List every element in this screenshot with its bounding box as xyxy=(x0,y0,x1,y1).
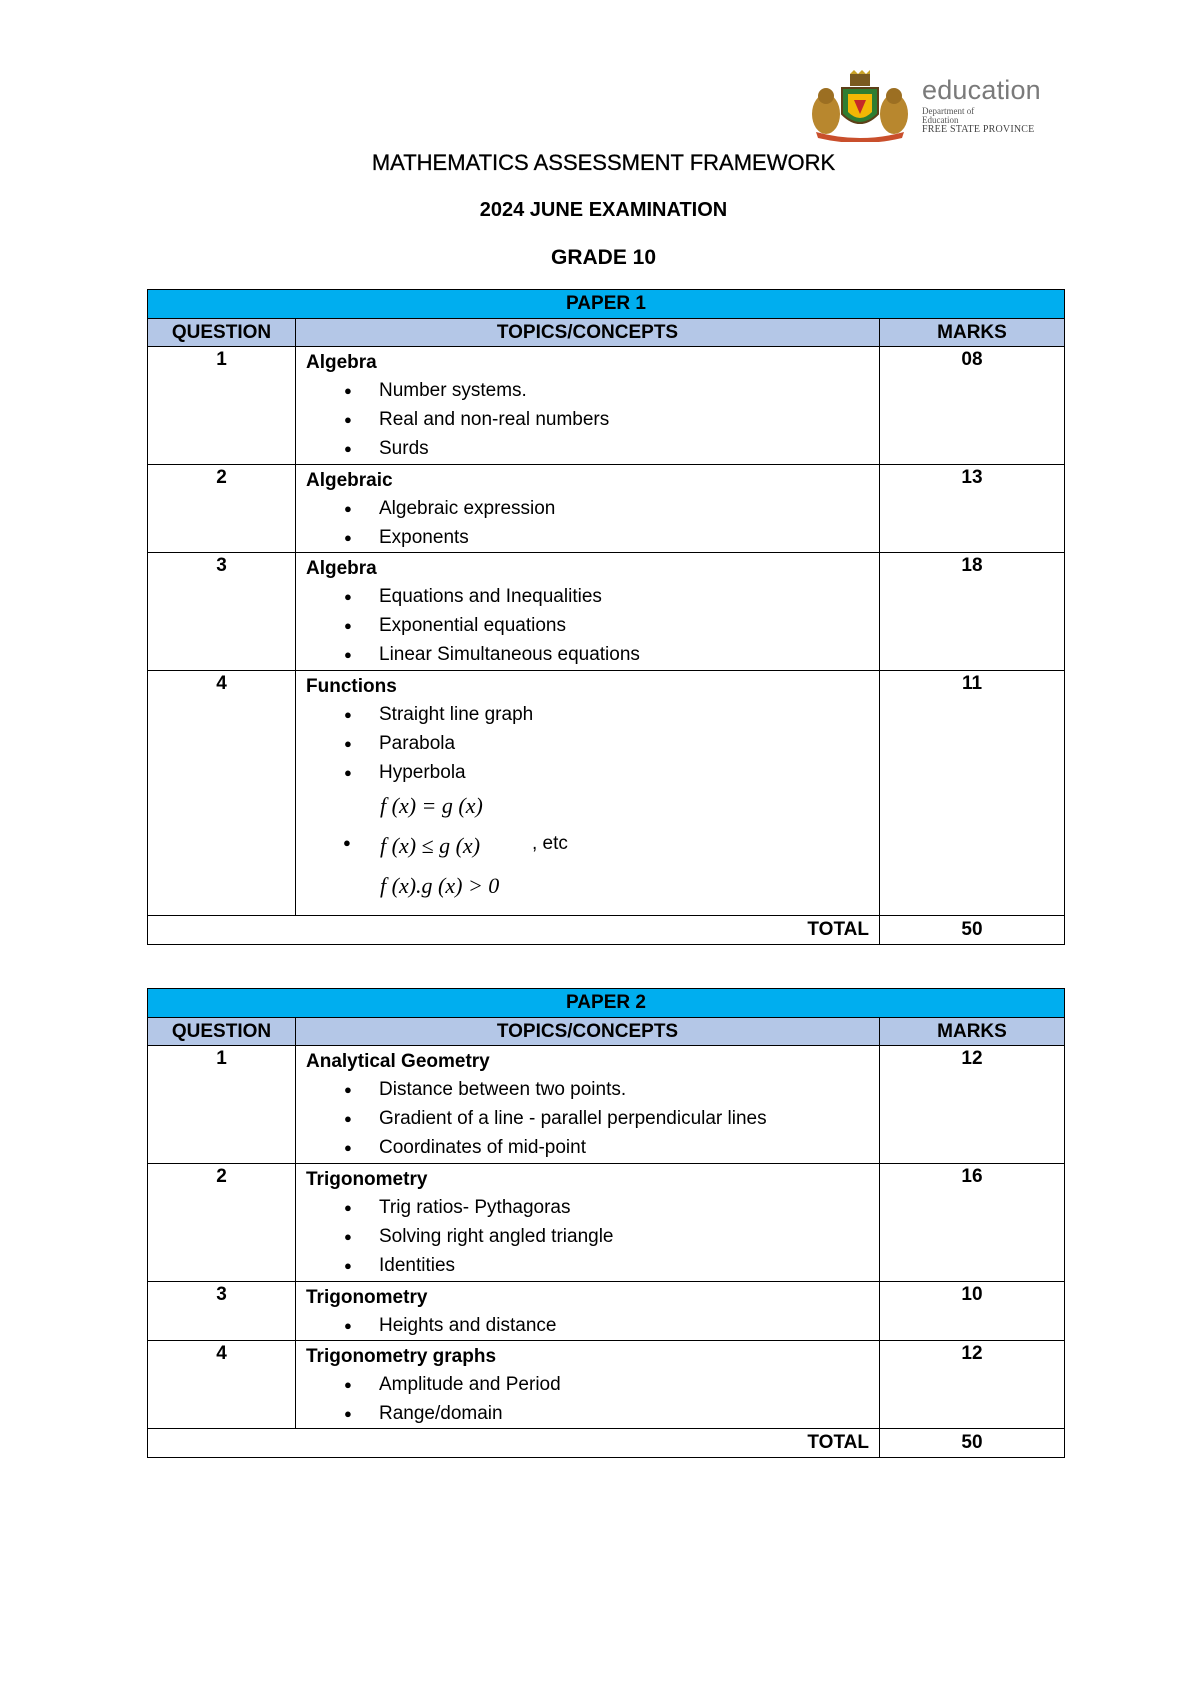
list-item: ● Distance between two points. xyxy=(306,1075,879,1104)
exam-title: 2024 JUNE EXAMINATION xyxy=(479,199,728,221)
list-item: ● Identities xyxy=(306,1251,879,1280)
formula: f (x) ≤ g (x) xyxy=(380,833,481,858)
list-item: ● Amplitude and Period xyxy=(306,1370,879,1399)
list-item: ● Linear Simultaneous equations xyxy=(306,640,879,669)
topic-title: Functions xyxy=(306,676,397,697)
paper2-heading: PAPER 2 xyxy=(148,989,1065,1018)
marks-value: 13 xyxy=(880,465,1065,553)
question-number: 2 xyxy=(148,465,296,553)
topic-title: Algebra xyxy=(306,352,377,373)
logo-subtitle-2: Education xyxy=(922,115,959,125)
question-number: 1 xyxy=(148,347,296,465)
paper1-heading: PAPER 1 xyxy=(148,290,1065,319)
col-topics-header: TOPICS/CONCEPTS xyxy=(296,1018,880,1046)
list-item: ● Real and non-real numbers xyxy=(306,405,879,434)
total-row xyxy=(148,916,1065,945)
col-question-header: QUESTION xyxy=(148,319,296,347)
marks-value: 18 xyxy=(880,553,1065,671)
formula: f (x).g (x) > 0 xyxy=(380,873,500,898)
table-row xyxy=(148,1282,1065,1341)
table-row xyxy=(148,347,1065,465)
list-item: ● Heights and distance xyxy=(306,1311,879,1340)
question-number: 4 xyxy=(148,1341,296,1429)
list-item: ● Parabola xyxy=(306,729,879,758)
total-row xyxy=(148,1429,1065,1458)
list-item: ● Trig ratios- Pythagoras xyxy=(306,1193,879,1222)
table-row xyxy=(148,1164,1065,1282)
topic-title: Algebra xyxy=(306,558,377,579)
col-question-header: QUESTION xyxy=(148,1018,296,1046)
table-row xyxy=(148,671,1065,916)
topic-title: Algebraic xyxy=(306,470,393,491)
list-item: ● Exponential equations xyxy=(306,611,879,640)
formula-suffix: , etc xyxy=(532,833,568,854)
list-item: ● Gradient of a line - parallel perpendicular lines xyxy=(306,1104,879,1133)
marks-value: 08 xyxy=(880,347,1065,465)
topic-title: Analytical Geometry xyxy=(306,1051,490,1072)
logo-subtitle-1: Department of xyxy=(922,106,975,116)
list-item: ● Range/domain xyxy=(306,1399,879,1428)
list-item: ● Coordinates of mid-point xyxy=(306,1133,879,1162)
bullet-icon: ● xyxy=(343,835,351,850)
marks-value: 11 xyxy=(880,671,1065,916)
table-row xyxy=(148,1341,1065,1429)
question-number: 1 xyxy=(148,1046,296,1164)
list-item: ● Surds xyxy=(306,434,879,463)
col-topics-header: TOPICS/CONCEPTS xyxy=(296,319,880,347)
list-item: ● Exponents xyxy=(306,523,879,552)
question-number: 3 xyxy=(148,1282,296,1341)
total-label: TOTAL xyxy=(148,916,880,945)
page-title: MATHEMATICS ASSESSMENT FRAMEWORK xyxy=(371,150,836,175)
coat-of-arms-icon xyxy=(806,70,914,142)
question-number: 2 xyxy=(148,1164,296,1282)
question-number: 3 xyxy=(148,553,296,671)
list-item: ● Straight line graph xyxy=(306,700,879,729)
list-item: ● Number systems. xyxy=(306,376,879,405)
total-value: 50 xyxy=(880,916,1065,945)
marks-value: 16 xyxy=(880,1164,1065,1282)
list-item: ● Equations and Inequalities xyxy=(306,582,879,611)
col-marks-header: MARKS xyxy=(880,1018,1065,1046)
topic-title: Trigonometry graphs xyxy=(306,1346,497,1367)
col-marks-header: MARKS xyxy=(880,319,1065,347)
paper1-table xyxy=(147,289,1065,945)
grade-title: GRADE 10 xyxy=(550,246,657,269)
topic-title: Trigonometry xyxy=(306,1169,428,1190)
topic-title: Trigonometry xyxy=(306,1287,428,1308)
logo-wordmark: education xyxy=(922,75,1041,105)
table-row xyxy=(148,1046,1065,1164)
list-item: ● Algebraic expression xyxy=(306,494,879,523)
question-number: 4 xyxy=(148,671,296,916)
total-value: 50 xyxy=(880,1429,1065,1458)
department-logo xyxy=(806,70,1066,142)
marks-value: 12 xyxy=(880,1341,1065,1429)
formula-block xyxy=(306,787,879,915)
marks-value: 12 xyxy=(880,1046,1065,1164)
paper2-table xyxy=(147,988,1065,1458)
formula: f (x) = g (x) xyxy=(380,793,483,818)
marks-value: 10 xyxy=(880,1282,1065,1341)
list-item: ● Solving right angled triangle xyxy=(306,1222,879,1251)
list-item: ● Hyperbola xyxy=(306,758,879,787)
table-row xyxy=(148,553,1065,671)
logo-province: FREE STATE PROVINCE xyxy=(922,124,1035,135)
table-row xyxy=(148,465,1065,553)
total-label: TOTAL xyxy=(148,1429,880,1458)
